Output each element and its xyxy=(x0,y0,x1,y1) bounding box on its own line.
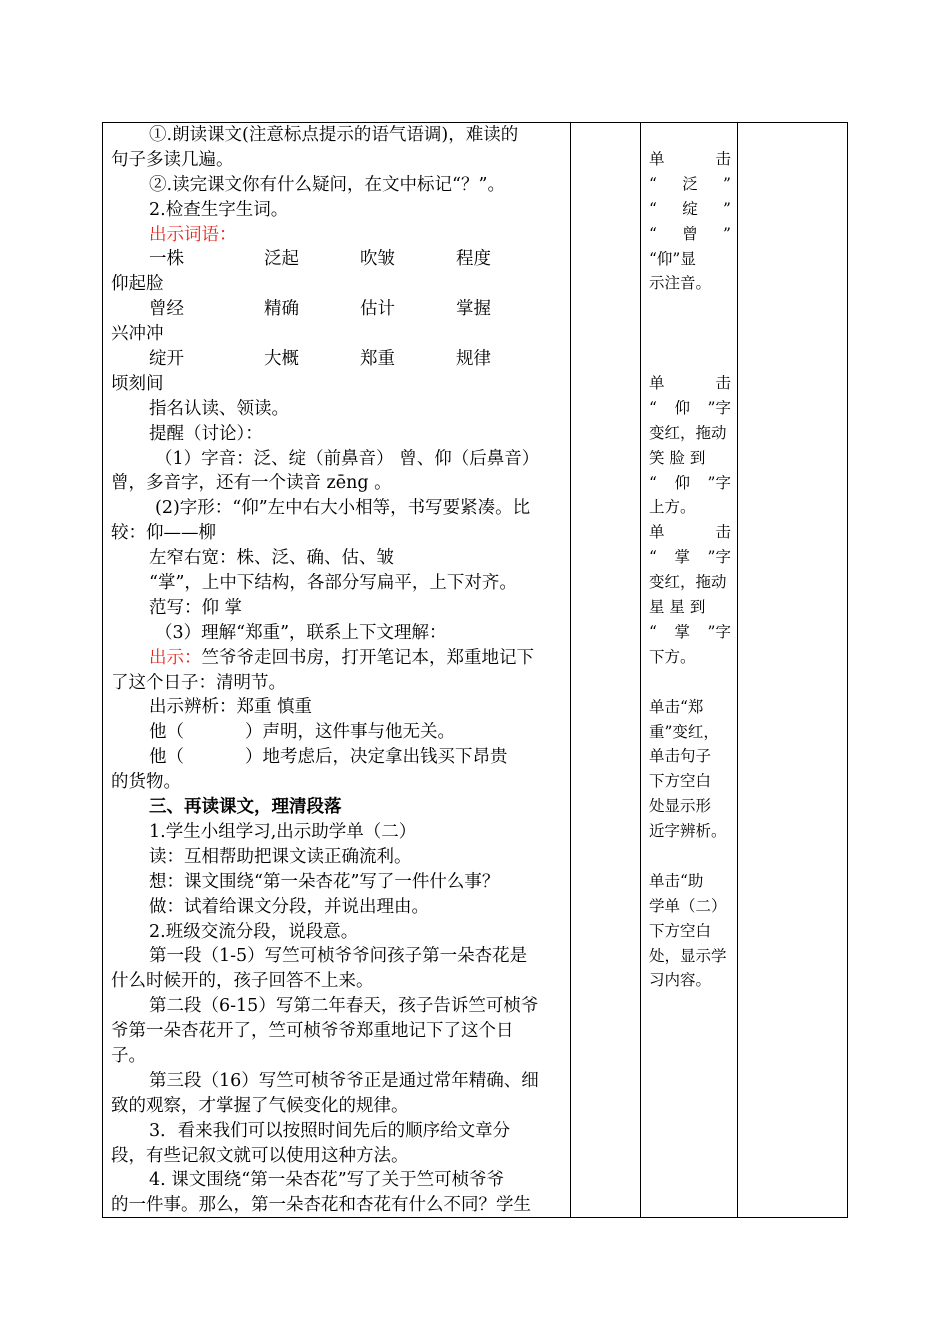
note-line: 单 击 xyxy=(649,150,731,168)
text-line: 句子多读几遍。 xyxy=(111,149,234,170)
text-line: ①.朗读课文(注意标点提示的语气语调)，难读的 xyxy=(149,125,519,145)
show-label: 出示： xyxy=(149,647,202,668)
text-line: 爷第一朵杏花开了，竺可桢爷爷郑重地记下了这个日 xyxy=(111,1021,514,1042)
text-line: 提醒（讨论）： xyxy=(149,423,263,444)
word: 曾经 xyxy=(149,299,184,320)
note-line: 上方。 xyxy=(649,498,696,517)
note-line: “ 掌 ”字 xyxy=(649,622,731,641)
word: 郑重 xyxy=(360,349,395,370)
note-line: “仰”显 xyxy=(649,249,696,268)
note-line: “ 绽 ” xyxy=(649,199,731,218)
note-line: 单击“郑 xyxy=(649,697,704,716)
word: 一株 xyxy=(149,249,184,270)
note-line: 处，显示学 xyxy=(649,946,727,965)
note-line: 学单（二） xyxy=(649,896,727,915)
word-row xyxy=(111,247,566,272)
text-line: 第三段（16）写竺可桢爷爷正是通过常年精确、细 xyxy=(149,1070,539,1091)
text-line: 了这个日子：清明节。 xyxy=(111,672,286,693)
text-line: 什么时候开的，孩子回答不上来。 xyxy=(111,971,374,992)
note-line: 变红，拖动 xyxy=(649,573,727,592)
note-line: 单击“助 xyxy=(649,871,704,890)
word: 泛起 xyxy=(264,249,299,270)
text-line: 致的观察，才掌握了气候变化的规律。 xyxy=(111,1095,409,1116)
word-row xyxy=(111,347,566,372)
note-line: 单 击 xyxy=(649,523,731,542)
column-divider xyxy=(570,123,571,1217)
note-line: “ 仰 ”字 xyxy=(649,398,731,417)
word: 仰起脸 xyxy=(111,274,164,295)
text-line: 较：仰——柳 xyxy=(111,523,216,544)
word-row xyxy=(111,297,566,322)
note-line: 下方空白 xyxy=(649,921,712,940)
text-line: 出示辨析：郑重 慎重 xyxy=(149,697,313,718)
word: 规律 xyxy=(456,349,491,370)
note-line: “ 泛 ” xyxy=(649,174,731,193)
text-line: 的一件事。那么，第一朵杏花和杏花有什么不同？学生 xyxy=(111,1195,531,1216)
blank-open: 他（ xyxy=(149,722,184,743)
note-line: 下方。 xyxy=(649,647,696,666)
text-line: 段，有些记叙文就可以使用这种方法。 xyxy=(111,1145,409,1166)
text-line: ）地考虑后，决定拿出钱买下昂贵 xyxy=(245,747,508,768)
text-line: 第一段（1-5）写竺可桢爷爷问孩子第一朵杏花是 xyxy=(149,946,528,967)
note-line: 重”变红， xyxy=(649,722,719,741)
text-line: 曾，多音字，还有一个读音 zēng 。 xyxy=(111,473,392,494)
note-line: 处显示形 xyxy=(649,797,712,816)
text-line: 左窄右宽：株、泛、确、估、皱 xyxy=(149,548,394,569)
text-line: 范写：仰 掌 xyxy=(149,597,243,618)
note-line: “ 仰 ”字 xyxy=(649,473,731,492)
note-line: 变红，拖动 xyxy=(649,423,727,442)
word: 顷刻间 xyxy=(111,373,164,394)
note-line: 习内容。 xyxy=(649,971,712,990)
text-line: （1）字音：泛、绽（前鼻音） 曾、仰（后鼻音） xyxy=(155,448,540,469)
note-line: 星 星 到 xyxy=(649,598,706,617)
text-line: 做：试着给课文分段，并说出理由。 xyxy=(149,896,429,917)
word: 估计 xyxy=(360,299,395,320)
text-line: 2.检查生字生词。 xyxy=(149,199,289,220)
text-line: 子。 xyxy=(111,1045,146,1066)
section-heading: 三、再读课文，理清段落 xyxy=(149,797,342,818)
note-line: 笑 脸 到 xyxy=(649,448,706,467)
word: 兴冲冲 xyxy=(111,324,164,345)
text-line: （3）理解“郑重”，联系上下文理解： xyxy=(155,622,447,643)
text-line: (2)字形：“仰”左中右大小相等，书写要紧凑。比 xyxy=(155,498,531,519)
note-line: 近字辨析。 xyxy=(649,822,727,841)
text-line: 想：课文围绕“第一朵杏花”写了一件什么事？ xyxy=(149,871,500,892)
text-line: 读：互相帮助把课文读正确流利。 xyxy=(149,846,412,867)
blank-open: 他（ xyxy=(149,747,184,768)
text-line: “掌”，上中下结构，各部分写扁平，上下对齐。 xyxy=(149,573,517,594)
word: 程度 xyxy=(456,249,491,270)
text-line: ②.读完课文你有什么疑问，在文中标记“？”。 xyxy=(149,174,505,195)
column-divider xyxy=(737,123,738,1217)
teaching-process-column xyxy=(111,123,566,1218)
text-line: 竺爷爷走回书房，打开笔记本，郑重地记下 xyxy=(201,647,534,668)
text-line: 1.学生小组学习,出示助学单（二） xyxy=(149,821,417,842)
text-line: 的货物。 xyxy=(111,772,181,793)
note-line: “ 掌 ”字 xyxy=(649,548,731,567)
note-line: 单 击 xyxy=(649,374,731,393)
word: 绽开 xyxy=(149,349,184,370)
note-line: 单击句子 xyxy=(649,747,712,766)
column-divider xyxy=(640,123,641,1217)
text-line: 3．看来我们可以按照时间先后的顺序给文章分 xyxy=(149,1120,511,1141)
lesson-table xyxy=(102,122,848,1218)
note-line: 示注音。 xyxy=(649,274,712,293)
note-line: 下方空白 xyxy=(649,772,712,791)
fill-blank-line xyxy=(111,720,566,745)
text-line: 第二段（6-15）写第二年春天，孩子告诉竺可桢爷 xyxy=(149,996,539,1017)
show-words-heading: 出示词语： xyxy=(149,224,237,245)
text-line xyxy=(111,646,566,671)
word: 吹皱 xyxy=(360,249,395,270)
text-line: ）声明，这件事与他无关。 xyxy=(245,722,455,743)
word: 大概 xyxy=(264,349,299,370)
fill-blank-line xyxy=(111,745,566,770)
notes-column xyxy=(649,123,731,993)
text-line: 2.班级交流分段，说段意。 xyxy=(149,921,359,942)
word: 掌握 xyxy=(456,299,491,320)
note-line: “ 曾 ” xyxy=(649,224,731,243)
text-line: 指名认读、领读。 xyxy=(149,398,289,419)
text-line: 4. 课文围绕“第一朵杏花”写了关于竺可桢爷爷 xyxy=(149,1170,505,1191)
word: 精确 xyxy=(264,299,299,320)
